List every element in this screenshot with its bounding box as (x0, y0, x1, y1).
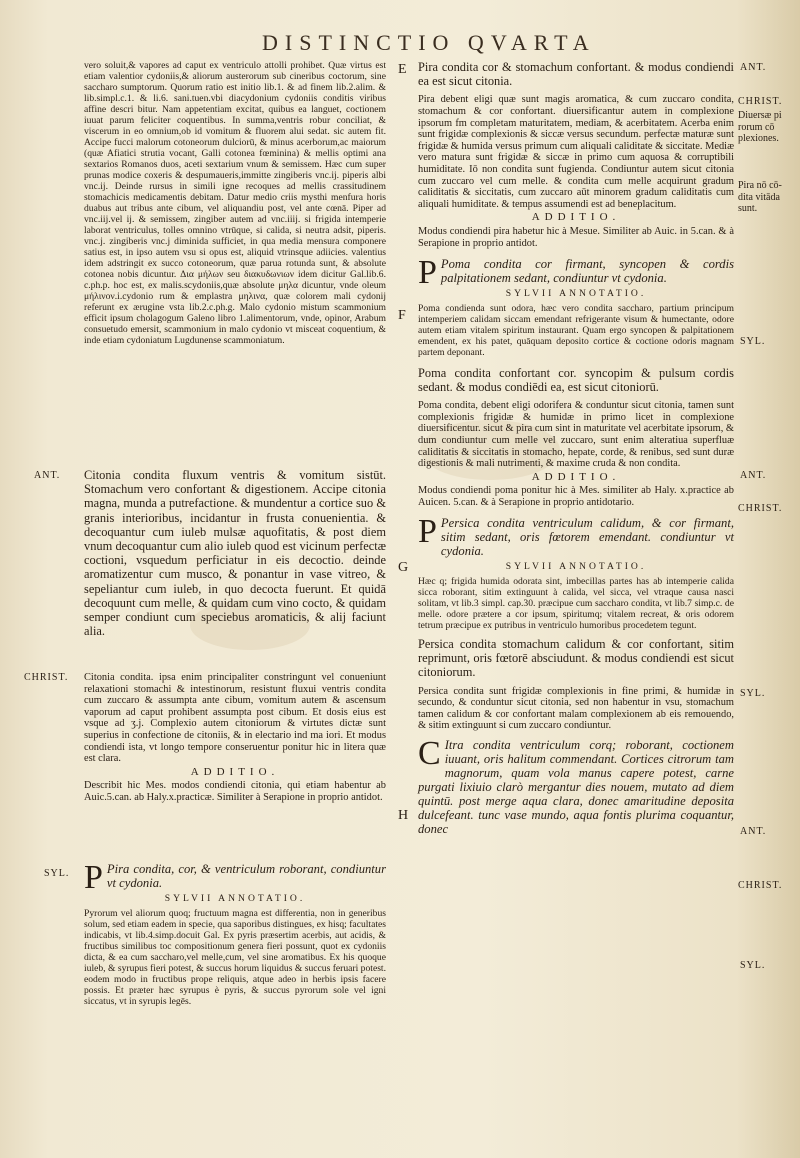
right-column (418, 60, 734, 836)
paragraph: Hæc q; frigida humida odorata sint, imbecillas partes has ab intemperie calida sicca roborant, sitim extinguunt à calida, vel sicca, vel vtraque causa nasci solitam, vt lib.3 simpl. cap.30. præcipue cum saccharo condita, vt lib.7 simp.c. de melle. odore prætere a cor ipsum, spiritumq; vitalem recreat, & oris odorem tetrum præcipue ex putribus in ventriculo humoribus procedetem tegunt. (418, 576, 734, 632)
drop-cap: P (418, 254, 437, 292)
annotatio-heading: SYLVII ANNOTATIO. (164, 893, 306, 904)
margin-label-syl: SYL. (740, 688, 766, 699)
section-letter: E (398, 62, 407, 77)
section-letter: H (398, 808, 409, 823)
margin-label-christ: CHRIST. (24, 672, 69, 683)
margin-label-syl: SYL. (740, 960, 766, 971)
italic-heading: C Itra condita ventriculum corq; roborant, coctionem iuuant, oris halitum commendant. Cortices citrorum tam magnorum, quam vola manus capere potest, carne purgati lixiuio clarò mergantur dies nouem, mutato ad diem quintū. post merge aqua clara, donec amaritudine deposita dulcefeant. tunc vase mundo, aqua fontis plurima coquantur, donec (418, 735, 734, 837)
margin-label-christ: CHRIST. (738, 503, 783, 514)
margin-label-ant: ANT. (740, 826, 767, 837)
paragraph: Pira debent eligi quæ sunt magis aromatica, & cum zuccaro condita, stomachum & cor confortant. diuersificantur autem in complexione ipsorum fm completam maturitatem, mediam, & acerbitatem. Acerba enim sunt frigidæ complexionis & siccæ versus secundum. perfectæ maturæ sunt frigidæ & humida versus primum cum aliquali caliditate & siccitate. Mediæ vero matura sunt frigidæ & siccæ in primo cum aquosa & corruptibili humiditate. Iō non condita sunt fugienda. Condiuntur autem sicut citonia cum zuccaro vel cum melle. & condita cum melle acquirunt gradum caliditatis & siccitatis, cum zuccaro aūt minorem gradum caliditatis cum aliquali humiditate. & tempus assumendi est ad beneplacitum. (418, 94, 734, 210)
additio-heading: ADDITIO. (190, 765, 280, 778)
margin-label-ant: ANT. (740, 470, 767, 481)
paragraph: Pira condita cor & stomachum confortant. & modus condiendi ea est sicut citonia. (418, 60, 734, 89)
margin-label-syl: SYL. (44, 868, 70, 879)
paragraph: Modus condiendi pira habetur hic à Mesue. Similiter ab Auic. in 5.can. & à Serapione in proprio antidot. (418, 225, 734, 249)
paragraph: Pyrorum vel aliorum quoq; fructuum magna est differentia, non in generibus solum, sed etiam eadem in specie, qua saporibus distingues, ex hisq; facultates indicabis, vt lib.4.simp.docuit Gal. Ex pyris præsertim acerbis, aut acidis, & fructibus similibus toc compositionum genera fieri possunt, quot ex cydoniis dicta, & ea cum saccharo,vel melle,cum, vel sine aromatibus. Ex his quoque iuleb, & syrupus fieri potest, & succus horum liquidus & succus feruari potest. eodem modo in fructibus prope reliquis, atque adeo in herbis ipsis facere possis. Et præter hæc syrupus è pyris, & succus pyrorum sole vel igni siccatus, vt in syrupis legēs. (84, 907, 386, 1007)
italic-heading: P Pira condita, cor, & ventriculum roborant, condiuntur vt cydonia. (84, 859, 386, 896)
margin-label-christ: CHRIST. (738, 96, 783, 107)
paragraph: Poma condita, debent eligi odorifera & conduntur sicut citonia, tamen sunt complexionis frigidæ & humidæ in primo licet in complexione diuersificentur. sicut & pira cum sint in maturitate vel acerbitate ipsorum, & dum condiuntur cum melle vel zuccaro, sunt enim alteratiua superfluæ caliditatis & siccitatis in stomacho, hepate, corde, & renibus, sed sunt duræ digestionis & mali nutrimenti, & maxime cruda & non condita. (418, 400, 734, 470)
paragraph: Describit hic Mes. modos condiendi citonia, qui etiam habentur ab Auic.5.can. ab Haly.x.practicæ. Similiter à Serapione in proprio antidot. (84, 780, 386, 803)
italic-heading: P Persica condita ventriculum calidum, & cor firmant, sitim sedant, oris fœtorem emendant. condiuntur vt cydonia. (418, 513, 734, 559)
drop-cap: P (418, 513, 437, 551)
drop-cap: C (418, 735, 441, 773)
drop-cap: P (84, 859, 103, 896)
margin-label-ant: ANT. (740, 62, 767, 73)
margin-note: Pira nō cō-dita vitāda sunt. (738, 180, 782, 214)
margin-note: Diuersæ pi rorum cō plexiones. (738, 110, 782, 144)
italic-heading: P Poma condita cor firmant, syncopen & cordis palpitationem sedant, condiuntur vt cydonia. (418, 254, 734, 292)
paragraph: Poma condienda sunt odora, hæc vero condita saccharo, partium principum intemperiem calidam siccam emendant refrigerante visum & humectante, odore autem etiam vitalem spiritum instaurant. Quam ergo syncopen & palpitationem emendent, ex his patet, quāquam deposito cortice & coctione odoris magnam partem deponant. (418, 302, 734, 358)
paragraph: Persica condita sunt frigidæ complexionis in fine primi, & humidæ in secundo, & conduntur sicut citonia, sed non habentur in vsu, stomachum tamen calidum & cor confortant malam complexionem ab eis remouendo, & sitim extinguunt si cum zuccaro condiuntur. (418, 685, 734, 732)
additio-heading: ADDITIO. (531, 211, 621, 224)
left-column-christ (84, 672, 386, 804)
paragraph: Persica condita stomachum calidum & cor confortant, sitim reprimunt, oris fœtorē absciudunt. & modus condiendi est sicut citoniorum. (418, 637, 734, 680)
page-title: DISTINCTIO QVARTA (262, 30, 596, 55)
margin-label-ant: ANT. (34, 470, 61, 481)
paragraph: Modus condiendi poma ponitur hic à Mes. similiter ab Haly. x.practice ab Auicen. 5.can. & à Serapione in proprio antidotario. (418, 485, 734, 508)
annotatio-heading: SYLVII ANNOTATIO. (505, 561, 647, 573)
paragraph: Citonia condita. ipsa enim principaliter constringunt vel conueniunt relaxationi stomachi & intestinorum, resistunt fluxui ventris condita cum zuccaro & assumpta ante cibum, vomitum autem & ascensum vaporum ad caput prohibent assumpta post cibum. Et dosis eius est vsque ad ʒ.j. Complexio autem citoniorum & virtutes dictæ sunt superius in confectione de citoniis, & in electario ind ma iori. Et modus condiendi ista, vt longo tempore conseruentur ponitur hic in litera quæ est clara. (84, 672, 386, 765)
margin-label-syl: SYL. (740, 336, 766, 347)
left-column (84, 60, 386, 346)
margin-label-christ: CHRIST. (738, 880, 783, 891)
paragraph: vero soluit,& vapores ad caput ex ventriculo attolli prohibet. Quæ virtus est etiam valentior cydoniis,& aliorum austerorum sub cineribus coctorum, sine saccharo sumptorum. Quorum ratio est initio lib.1. & ad finem lib.2.alim. & lib.simpl.c.1. & li.6. sani.tuen.vbi diacydonium cydoniis conditis viribus affine descri bitur. Nam appetentiam excitat, quibus ea languet, coctionem iuuat parum feliciter coquentibus. In summa,ventris robur conciliat, & viscerum in eo omnium,ob id vomitum & fluorem alui sedat. sic autem fit. Accipe fucci malorum cotoneorum dulciorū, & minus acerborum,ac maiorum (quæ Afiatici strutia vocant, Galli cotonea fœminina) & mellis optimi ana sextarios Romanos duos, aceti sextarium vnum & semissem. Hæc cum super prunas modice coxeris & despumaueris,immitte zingiberis vnc.ij. piperis albi vnc.ij. Deinde rursus in simili igne recoques ad mellis crassitudinem stomachicis medicamentis debitam. Datur medio criis mysthi menfura horis duabus aut tribus ante cibum, vel aliquandiu post, vel ante cœnā. Piper ad vnc.iij.vel ij. & semissem, zingiber autem ad vnc.iiij. si frigida intemperie laborat ventriculus, tolles omnino vtrūque, si calida, si neutra adsit, piperis. vnc.j. zingiberis vnc.j diminida sufficiet, in qua media mensura componere satius est, in ipso autem vsu si opus est, aliquid vtrinsque adiicies. valentius idem adstringit ex succo cotoneorum, quæ parua rotunda sunt, & absolute cotonea nobis dicuntur. Δια μήλων seu διακυδωνιων idem dicitur Gal.lib.6. c.ph.p. hoc est, ex malis.scydoniis,quæ absolute μηλα dicuntur, vnde oleum μήλινον.i.cydonio rum & emplastra μηλινα, quæ colorem mali cydonij referunt ex ærugine vsta lib.2.c.ph.g. Malo cydonio mistum scammonium efficit ipsum cholagogum Galeno libro 1.alimentorum, vnde, opinor, Arabum consuetudo emersit, scammonium in malo cydonio vt misceat coquentium, & inde etiam cydoniatum Lugdunense scammoniatum. (84, 60, 386, 346)
paragraph: Poma condita confortant cor. syncopim & pulsum cordis sedant. & modus condiēdi ea, est sicut citoniorū. (418, 365, 734, 394)
left-column-sylvius (84, 859, 386, 1007)
annotatio-heading: SYLVII ANNOTATIO. (505, 288, 647, 300)
left-column-mesue (84, 468, 386, 638)
paragraph: Citonia condita fluxum ventris & vomitum sistūt. Stomachum vero confortant & digestionem. Accipe citonia magna, munda a putrefactione. & mundentur a cortice suo & granis interioribus, incidantur in frusta conuenientia. & decoquantur cum iuleb mulsæ aquofitatis, & post diem vnum decoquantur cum alio iuleb quod est vicinum perfectæ coctioni, vsquedum perficiatur in eis decoctio. deinde aromatizentur cum musco, & ponantur in vase vitreo, & sepeliantur cum iuleb, in quo decocta fuerunt. Et quidā decoquunt cum melle, & quidam cum vino cocto, & quidam semper condiunt cum speciebus aromaticis, & alij faciunt alia. (84, 468, 386, 639)
additio-heading: ADDITIO. (531, 470, 621, 483)
section-letter: G (398, 560, 409, 575)
section-letter: F (398, 308, 406, 323)
